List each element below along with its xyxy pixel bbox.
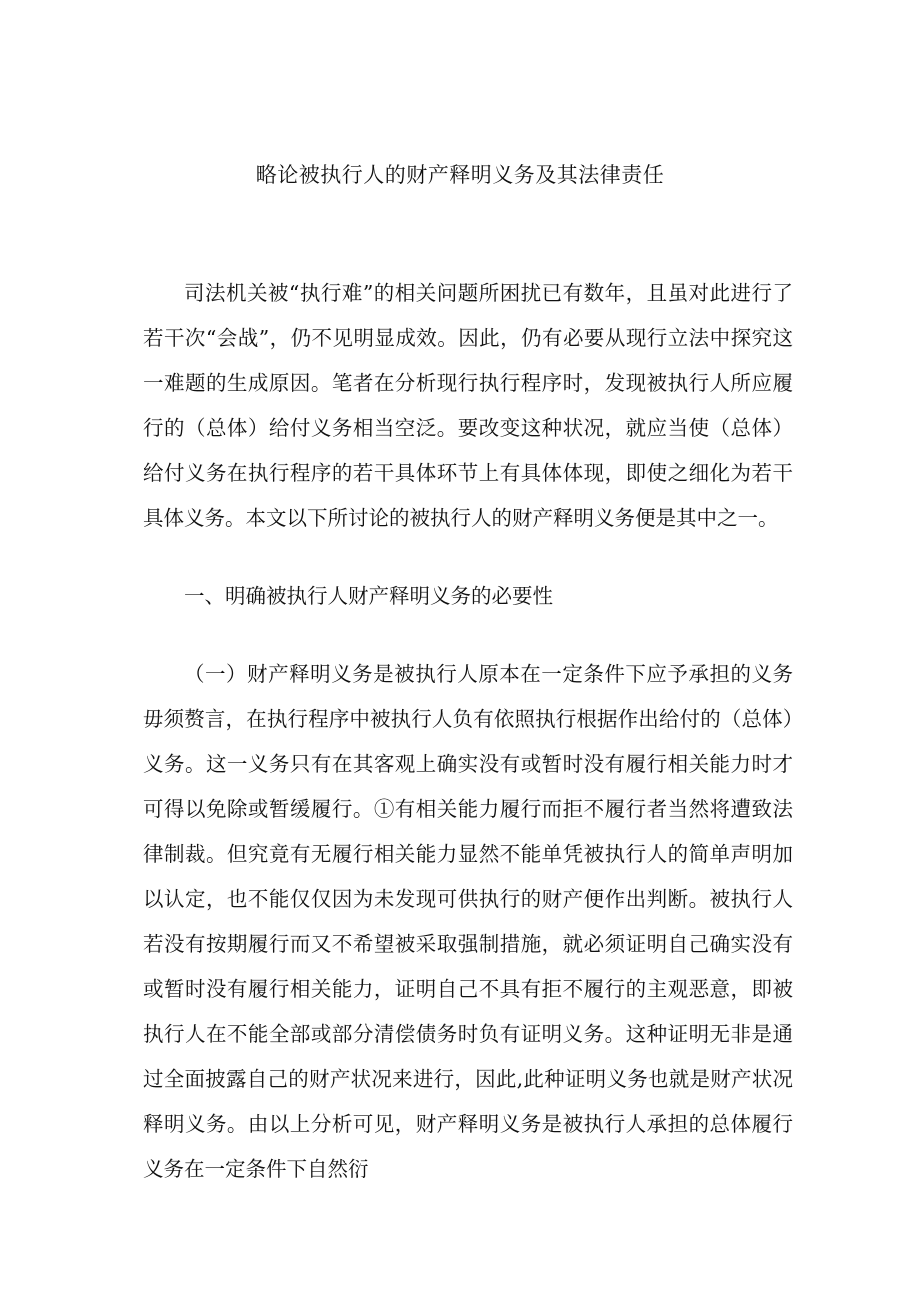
document-title: 略论被执行人的财产释明义务及其法律责任 xyxy=(255,163,665,187)
intro-paragraph: 司法机关被“执行难”的相关问题所困扰已有数年，且虽对此进行了若干次“会战”，仍不见明显成效。因此，仍有必要从现行立法中探究这一难题的生成原因。笔者在分析现行执行程序时，发现被执行人所应履行的（总体）给付义务相当空泛。要改变这种状况，就应当使（总体）给付义务在执行程序的若干具体环节上有具体体现，即使之细化为若干具体义务。本文以下所讨论的被执行人的财产释明义务便是其中之一。 xyxy=(143,281,793,530)
section-heading: 一、明确被执行人财产释明义务的必要性 xyxy=(184,584,553,608)
document-body xyxy=(143,271,793,1192)
section-paragraph: （一）财产释明义务是被执行人原本在一定条件下应予承担的义务毋须赘言，在执行程序中被执行人负有依照执行根据作出给付的（总体）义务。这一义务只有在其客观上确实没有或暂时没有履行相关能力时才可得以免除或暂缓履行。①有相关能力履行而拒不履行者当然将遭致法律制裁。但究竟有无履行相关能力显然不能单凭被执行人的简单声明加以认定，也不能仅仅因为未发现可供执行的财产便作出判断。被执行人若没有按期履行而又不希望被采取强制措施，就必须证明自己确实没有或暂时没有履行相关能力，证明自己不具有拒不履行的主观恶意，即被执行人在不能全部或部分清偿债务时负有证明义务。这种证明无非是通过全面披露自己的财产状况来进行，因此,此种证明义务也就是财产状况释明义务。由以上分析可见，财产释明义务是被执行人承担的总体履行义务在一定条件下自然衍 xyxy=(143,662,793,1181)
